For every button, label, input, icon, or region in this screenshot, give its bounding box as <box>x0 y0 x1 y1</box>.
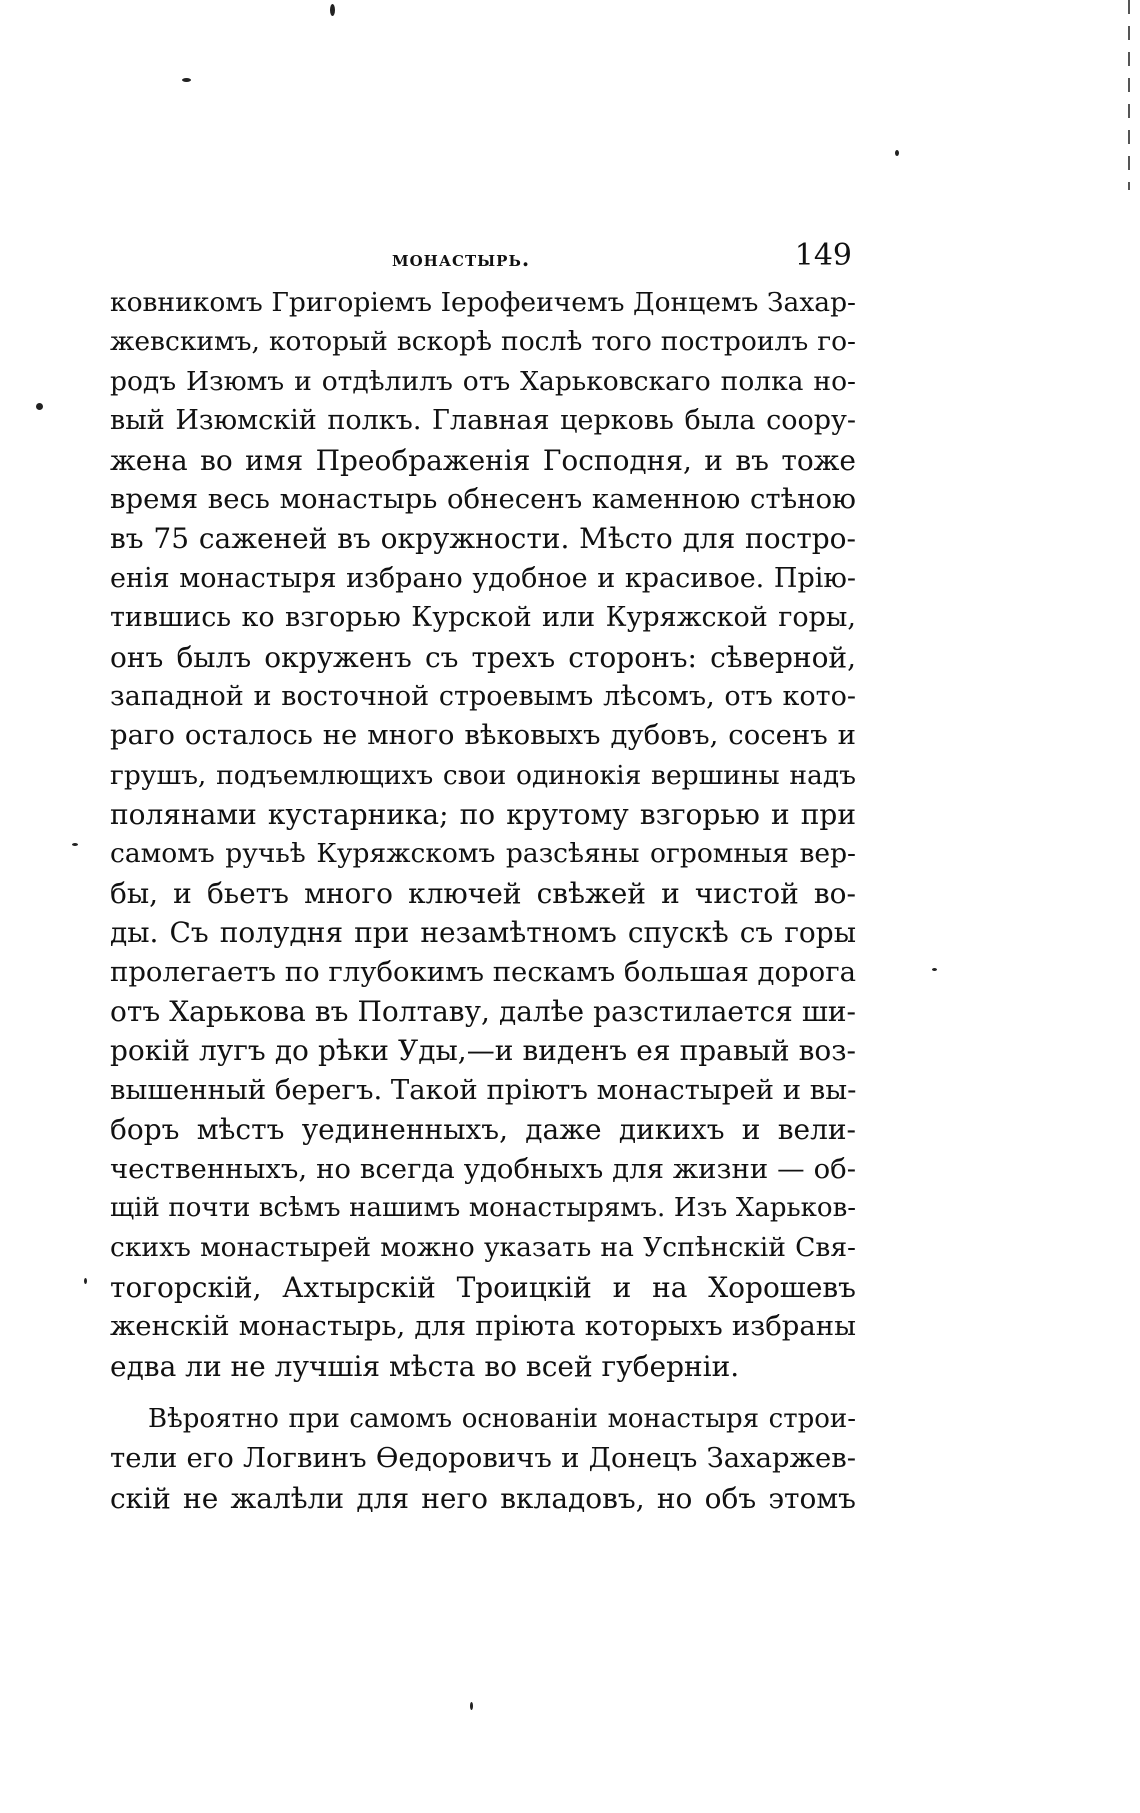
paragraph-gap <box>110 1386 856 1400</box>
text-line: тогорскій, Ахтырскій Троицкій и на Хорошевъ <box>110 1270 856 1304</box>
text-line: грушъ, подъемлющихъ свои одинокія вершины надъ <box>110 759 856 791</box>
text-line: вышенный берегъ. Такой пріютъ монастырей и вы- <box>110 1073 857 1106</box>
paragraph <box>110 1400 856 1518</box>
text-line: родъ Изюмъ и отдѣлилъ отъ Харьковскаго полка но- <box>110 365 856 397</box>
text-line: въ 75 саженей въ окружности. Мѣсто для постро- <box>110 522 856 556</box>
scan-speck <box>72 843 78 846</box>
text-line: енія монастыря избрано удобное и красивое. Прію- <box>110 562 856 594</box>
text-line: скій не жалѣли для него вкладовъ, но объ этомъ <box>110 1481 856 1515</box>
text-line: отъ Харькова въ Полтаву, далѣе разстилается ши- <box>110 995 856 1029</box>
text-line: ковникомъ Григоріемъ Іерофеичемъ Донцемъ Захар- <box>110 287 856 318</box>
running-head: монастырь. <box>392 246 531 271</box>
page-number: 149 <box>794 238 852 273</box>
scan-speck <box>84 1278 87 1284</box>
page-header <box>110 238 856 278</box>
text-line: щій почти всѣмъ нашимъ монастырямъ. Изъ Харьков- <box>110 1192 856 1223</box>
text-line: западной и восточной строевымъ лѣсомъ, отъ кото- <box>110 680 856 712</box>
text-line: едва ли не лучшія мѣста во всей губерніи. <box>110 1349 740 1383</box>
text-line: ды. Съ полудня при незамѣтномъ спускѣ съ горы <box>110 916 856 950</box>
text-line: женскій монастырь, для пріюта которыхъ избраны <box>110 1310 856 1343</box>
text-line: тели его Логвинъ Ѳедоровичъ и Донецъ Захаржев- <box>110 1442 856 1475</box>
text-line: самомъ ручьѣ Куряжскомъ разсѣяны огромныя вер- <box>110 838 856 870</box>
text-line: пролегаетъ по глубокимъ пескамъ большая дорога <box>110 955 856 988</box>
text-line: скихъ монастырей можно указать на Успѣнскій Свя- <box>110 1232 856 1264</box>
scan-speck <box>895 150 899 156</box>
scan-speck <box>36 403 43 410</box>
text-line: чественныхъ, но всегда удобныхъ для жизни — об- <box>110 1152 856 1185</box>
text-line: жена во имя Преображенія Господня, и въ тоже <box>110 443 856 477</box>
scan-speck <box>470 1702 473 1710</box>
text-line: полянами кустарника; по крутому взгорью и при <box>110 798 856 832</box>
text-line: раго осталось не много вѣковыхъ дубовъ, сосенъ и <box>110 719 856 752</box>
scan-speck <box>182 78 191 82</box>
text-line: тившись ко взгорью Курской или Куряжской горы, <box>110 602 856 634</box>
scan-speck <box>932 968 937 971</box>
body-text <box>110 283 856 1518</box>
page-edge-shadow <box>1128 0 1130 190</box>
text-line: время весь монастырь обнесенъ каменною стѣною <box>110 482 856 515</box>
text-line: вый Изюмскій полкъ. Главная церковь была соору- <box>110 405 856 437</box>
text-line: жевскимъ, который вскорѣ послѣ того построилъ го- <box>110 326 856 358</box>
scan-speck <box>330 4 335 16</box>
text-line: Вѣроятно при самомъ основаніи монастыря строи- <box>148 1403 856 1434</box>
text-line: боръ мѣстъ уединенныхъ, даже дикихъ и вели- <box>110 1113 856 1147</box>
paragraph <box>110 283 856 1386</box>
text-line: онъ былъ окруженъ съ трехъ сторонъ: сѣверной, <box>110 640 856 674</box>
text-line: рокій лугъ до рѣки Уды,—и виденъ ея правый воз- <box>110 1034 856 1068</box>
text-line: бы, и бьетъ много ключей свѣжей и чистой во- <box>110 876 856 910</box>
